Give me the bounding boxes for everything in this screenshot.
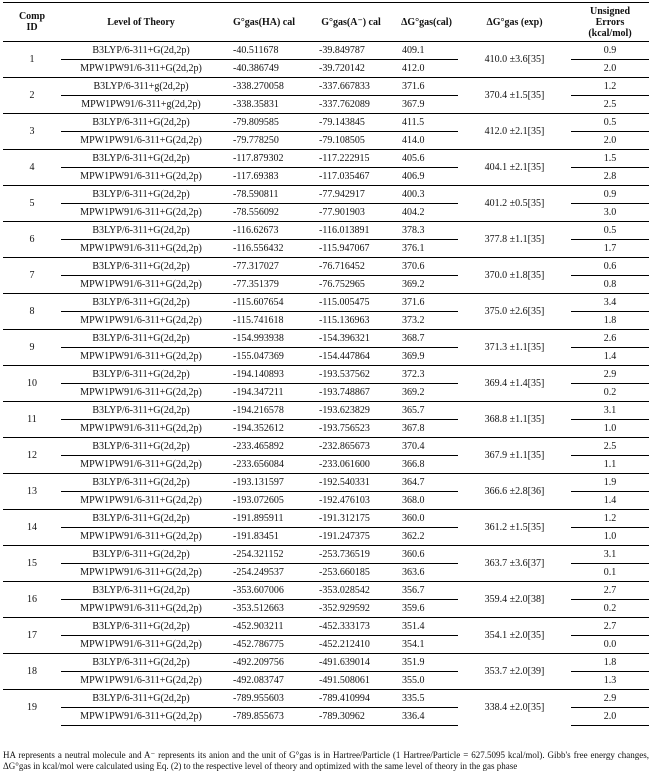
g-ha-cell: -194.347211 <box>221 384 307 402</box>
level-of-theory-cell: MPW1PW91/6-311+G(2d,2p) <box>61 348 221 366</box>
g-a-cell: -233.061600 <box>307 456 395 474</box>
delta-g-exp-cell: 363.7 ±3.6[37] <box>458 546 571 582</box>
delta-g-cal-cell: 371.6 <box>395 294 458 312</box>
level-of-theory-cell: B3LYP/6-311+G(2d,2p) <box>61 366 221 384</box>
delta-g-cal-cell: 351.9 <box>395 654 458 672</box>
level-of-theory-cell: B3LYP/6-311+G(2d,2p) <box>61 222 221 240</box>
level-of-theory-cell: MPW1PW91/6-311+G(2d,2p) <box>61 132 221 150</box>
table-row <box>3 582 649 600</box>
delta-g-exp-cell: 369.4 ±1.4[35] <box>458 366 571 402</box>
delta-g-exp-cell: 371.3 ±1.1[35] <box>458 330 571 366</box>
g-a-cell: -193.748867 <box>307 384 395 402</box>
level-of-theory-cell: B3LYP/6-311+G(2d,2p) <box>61 186 221 204</box>
delta-g-exp-cell: 354.1 ±2.0[35] <box>458 618 571 654</box>
unsigned-error-cell: 2.7 <box>571 582 649 600</box>
unsigned-error-cell: 2.9 <box>571 366 649 384</box>
compound-id-cell: 16 <box>3 582 61 618</box>
g-ha-cell: -193.131597 <box>221 474 307 492</box>
delta-g-cal-cell: 369.2 <box>395 384 458 402</box>
level-of-theory-cell: MPW1PW91/6-311+G(2d,2p) <box>61 564 221 582</box>
delta-g-cal-cell: 354.1 <box>395 636 458 654</box>
g-ha-cell: -353.607006 <box>221 582 307 600</box>
table-row <box>3 222 649 240</box>
level-of-theory-cell: MPW1PW91/6-311+G(2d,2p) <box>61 168 221 186</box>
unsigned-error-cell: 0.9 <box>571 186 649 204</box>
delta-g-cal-cell: 362.2 <box>395 528 458 546</box>
g-a-cell: -115.005475 <box>307 294 395 312</box>
g-ha-cell: -79.809585 <box>221 114 307 132</box>
delta-g-cal-cell: 369.9 <box>395 348 458 366</box>
delta-g-exp-cell: 368.8 ±1.1[35] <box>458 402 571 438</box>
header-g-ha: G°gas(HA) cal <box>221 3 307 42</box>
unsigned-error-cell: 2.6 <box>571 330 649 348</box>
compound-id-cell: 4 <box>3 150 61 186</box>
compound-id-cell: 10 <box>3 366 61 402</box>
g-ha-cell: -353.512663 <box>221 600 307 618</box>
g-a-cell: -191.247375 <box>307 528 395 546</box>
unsigned-error-cell: 1.2 <box>571 78 649 96</box>
g-a-cell: -79.143845 <box>307 114 395 132</box>
g-a-cell: -452.333173 <box>307 618 395 636</box>
unsigned-error-cell: 0.2 <box>571 384 649 402</box>
unsigned-error-cell: 1.9 <box>571 474 649 492</box>
delta-g-cal-cell: 370.6 <box>395 258 458 276</box>
g-ha-cell: -40.511678 <box>221 42 307 60</box>
delta-g-cal-cell: 376.1 <box>395 240 458 258</box>
g-ha-cell: -194.216578 <box>221 402 307 420</box>
unsigned-error-cell: 1.2 <box>571 510 649 528</box>
delta-g-cal-cell: 404.2 <box>395 204 458 222</box>
level-of-theory-cell: MPW1PW91/6-311+g(2d,2p) <box>61 96 221 114</box>
delta-g-exp-cell: 375.0 ±2.6[35] <box>458 294 571 330</box>
delta-g-exp-cell: 401.2 ±0.5[35] <box>458 186 571 222</box>
g-a-cell: -154.447864 <box>307 348 395 366</box>
compound-id-cell: 1 <box>3 42 61 78</box>
g-ha-cell: -193.072605 <box>221 492 307 510</box>
g-a-cell: -193.537562 <box>307 366 395 384</box>
g-a-cell: -115.136963 <box>307 312 395 330</box>
delta-g-exp-cell: 410.0 ±3.6[35] <box>458 42 571 78</box>
delta-g-cal-cell: 371.6 <box>395 78 458 96</box>
g-ha-cell: -77.351379 <box>221 276 307 294</box>
g-a-cell: -232.865673 <box>307 438 395 456</box>
level-of-theory-cell: MPW1PW91/6-311+G(2d,2p) <box>61 60 221 78</box>
delta-g-cal-cell: 359.6 <box>395 600 458 618</box>
delta-g-cal-cell: 360.6 <box>395 546 458 564</box>
header-delta-g-exp: ΔG°gas (exp) <box>458 3 571 42</box>
unsigned-error-cell: 0.5 <box>571 222 649 240</box>
level-of-theory-cell: MPW1PW91/6-311+G(2d,2p) <box>61 492 221 510</box>
unsigned-error-cell: 2.0 <box>571 708 649 726</box>
delta-g-cal-cell: 400.3 <box>395 186 458 204</box>
compound-id-cell: 14 <box>3 510 61 546</box>
level-of-theory-cell: B3LYP/6-311+g(2d,2p) <box>61 78 221 96</box>
header-g-a: G°gas(A⁻) cal <box>307 3 395 42</box>
g-a-cell: -191.312175 <box>307 510 395 528</box>
level-of-theory-cell: B3LYP/6-311+G(2d,2p) <box>61 330 221 348</box>
g-a-cell: -789.410994 <box>307 690 395 708</box>
unsigned-error-cell: 2.5 <box>571 438 649 456</box>
delta-g-exp-cell: 370.4 ±1.5[35] <box>458 78 571 114</box>
level-of-theory-cell: B3LYP/6-311+G(2d,2p) <box>61 546 221 564</box>
delta-g-cal-cell: 363.6 <box>395 564 458 582</box>
g-a-cell: -116.013891 <box>307 222 395 240</box>
g-a-cell: -253.736519 <box>307 546 395 564</box>
level-of-theory-cell: B3LYP/6-311+G(2d,2p) <box>61 294 221 312</box>
delta-g-cal-cell: 409.1 <box>395 42 458 60</box>
g-a-cell: -117.222915 <box>307 150 395 168</box>
unsigned-error-cell: 3.4 <box>571 294 649 312</box>
level-of-theory-cell: B3LYP/6-311+G(2d,2p) <box>61 258 221 276</box>
g-ha-cell: -79.778250 <box>221 132 307 150</box>
header-comp-id: Comp ID <box>3 3 61 42</box>
g-ha-cell: -115.741618 <box>221 312 307 330</box>
g-ha-cell: -77.317027 <box>221 258 307 276</box>
g-a-cell: -79.108505 <box>307 132 395 150</box>
compound-id-cell: 12 <box>3 438 61 474</box>
delta-g-exp-cell: 370.0 ±1.8[35] <box>458 258 571 294</box>
unsigned-error-cell: 0.9 <box>571 42 649 60</box>
unsigned-error-cell: 2.7 <box>571 618 649 636</box>
g-a-cell: -253.660185 <box>307 564 395 582</box>
level-of-theory-cell: MPW1PW91/6-311+G(2d,2p) <box>61 708 221 726</box>
compound-id-cell: 6 <box>3 222 61 258</box>
compound-id-cell: 15 <box>3 546 61 582</box>
compound-id-cell: 8 <box>3 294 61 330</box>
level-of-theory-cell: MPW1PW91/6-311+G(2d,2p) <box>61 600 221 618</box>
delta-g-cal-cell: 367.9 <box>395 96 458 114</box>
g-ha-cell: -338.35831 <box>221 96 307 114</box>
level-of-theory-cell: B3LYP/6-311+G(2d,2p) <box>61 150 221 168</box>
g-a-cell: -39.849787 <box>307 42 395 60</box>
g-a-cell: -337.762089 <box>307 96 395 114</box>
g-a-cell: -353.028542 <box>307 582 395 600</box>
g-a-cell: -192.476103 <box>307 492 395 510</box>
delta-g-cal-cell: 368.7 <box>395 330 458 348</box>
unsigned-error-cell: 2.0 <box>571 60 649 78</box>
table-header-row <box>3 3 649 42</box>
table-row <box>3 510 649 528</box>
delta-g-cal-cell: 360.0 <box>395 510 458 528</box>
unsigned-error-cell: 1.0 <box>571 528 649 546</box>
g-a-cell: -39.720142 <box>307 60 395 78</box>
unsigned-error-cell: 3.1 <box>571 546 649 564</box>
g-ha-cell: -452.903211 <box>221 618 307 636</box>
compound-id-cell: 13 <box>3 474 61 510</box>
delta-g-cal-cell: 378.3 <box>395 222 458 240</box>
level-of-theory-cell: B3LYP/6-311+G(2d,2p) <box>61 618 221 636</box>
level-of-theory-cell: MPW1PW91/6-311+G(2d,2p) <box>61 312 221 330</box>
compound-id-cell: 18 <box>3 654 61 690</box>
unsigned-error-cell: 1.4 <box>571 492 649 510</box>
level-of-theory-cell: B3LYP/6-311+G(2d,2p) <box>61 510 221 528</box>
unsigned-error-cell: 1.8 <box>571 654 649 672</box>
delta-g-exp-cell: 377.8 ±1.1[35] <box>458 222 571 258</box>
delta-g-cal-cell: 355.0 <box>395 672 458 690</box>
unsigned-error-cell: 0.6 <box>571 258 649 276</box>
g-a-cell: -352.929592 <box>307 600 395 618</box>
unsigned-error-cell: 2.8 <box>571 168 649 186</box>
table-footnote: HA represents a neutral molecule and A⁻ represents its anion and the unit of G°gas is in Hartree/Particle (1 Hartree/Particle = 627.5095 kcal/mol). Gibb's free energy changes, ΔG°gas in kcal/mol were calculated using Eq. (2) to the respective level of theory and optimized with the same level of theory in the gas phase <box>3 750 649 771</box>
compound-id-cell: 19 <box>3 690 61 726</box>
level-of-theory-cell: MPW1PW91/6-311+G(2d,2p) <box>61 456 221 474</box>
unsigned-error-cell: 0.2 <box>571 600 649 618</box>
compound-id-cell: 11 <box>3 402 61 438</box>
level-of-theory-cell: B3LYP/6-311+G(2d,2p) <box>61 690 221 708</box>
unsigned-error-cell: 1.8 <box>571 312 649 330</box>
level-of-theory-cell: MPW1PW91/6-311+G(2d,2p) <box>61 528 221 546</box>
table-row <box>3 150 649 168</box>
header-level-of-theory: Level of Theory <box>61 3 221 42</box>
g-ha-cell: -117.879302 <box>221 150 307 168</box>
delta-g-exp-cell: 404.1 ±2.1[35] <box>458 150 571 186</box>
level-of-theory-cell: B3LYP/6-311+G(2d,2p) <box>61 582 221 600</box>
delta-g-cal-cell: 335.5 <box>395 690 458 708</box>
unsigned-error-cell: 0.0 <box>571 636 649 654</box>
table-row <box>3 330 649 348</box>
g-ha-cell: -254.321152 <box>221 546 307 564</box>
g-ha-cell: -191.83451 <box>221 528 307 546</box>
unsigned-error-cell: 2.5 <box>571 96 649 114</box>
delta-g-cal-cell: 351.4 <box>395 618 458 636</box>
delta-g-exp-cell: 361.2 ±1.5[35] <box>458 510 571 546</box>
g-a-cell: -193.756523 <box>307 420 395 438</box>
compound-id-cell: 9 <box>3 330 61 366</box>
g-a-cell: -193.623829 <box>307 402 395 420</box>
unsigned-error-cell: 3.0 <box>571 204 649 222</box>
level-of-theory-cell: MPW1PW91/6-311+G(2d,2p) <box>61 276 221 294</box>
delta-g-cal-cell: 336.4 <box>395 708 458 726</box>
level-of-theory-cell: MPW1PW91/6-311+G(2d,2p) <box>61 240 221 258</box>
g-ha-cell: -155.047369 <box>221 348 307 366</box>
delta-g-exp-cell: 359.4 ±2.0[38] <box>458 582 571 618</box>
g-ha-cell: -115.607654 <box>221 294 307 312</box>
g-ha-cell: -191.895911 <box>221 510 307 528</box>
level-of-theory-cell: B3LYP/6-311+G(2d,2p) <box>61 114 221 132</box>
table-row <box>3 258 649 276</box>
compound-id-cell: 5 <box>3 186 61 222</box>
delta-g-exp-cell: 412.0 ±2.1[35] <box>458 114 571 150</box>
table-row <box>3 42 649 60</box>
delta-g-cal-cell: 365.7 <box>395 402 458 420</box>
g-ha-cell: -78.590811 <box>221 186 307 204</box>
g-ha-cell: -233.465892 <box>221 438 307 456</box>
delta-g-cal-cell: 406.9 <box>395 168 458 186</box>
g-a-cell: -115.947067 <box>307 240 395 258</box>
compound-id-cell: 2 <box>3 78 61 114</box>
level-of-theory-cell: B3LYP/6-311+G(2d,2p) <box>61 42 221 60</box>
delta-g-cal-cell: 411.5 <box>395 114 458 132</box>
unsigned-error-cell: 0.1 <box>571 564 649 582</box>
unsigned-error-cell: 3.1 <box>571 402 649 420</box>
g-a-cell: -77.901903 <box>307 204 395 222</box>
delta-g-cal-cell: 368.0 <box>395 492 458 510</box>
g-a-cell: -491.639014 <box>307 654 395 672</box>
g-a-cell: -76.752965 <box>307 276 395 294</box>
table-row <box>3 366 649 384</box>
table-row <box>3 186 649 204</box>
delta-g-cal-cell: 364.7 <box>395 474 458 492</box>
g-ha-cell: -492.209756 <box>221 654 307 672</box>
table-row <box>3 438 649 456</box>
g-a-cell: -789.30962 <box>307 708 395 726</box>
compound-id-cell: 17 <box>3 618 61 654</box>
compound-id-cell: 7 <box>3 258 61 294</box>
delta-g-cal-cell: 370.4 <box>395 438 458 456</box>
delta-g-exp-cell: 353.7 ±2.0[39] <box>458 654 571 690</box>
unsigned-error-cell: 1.3 <box>571 672 649 690</box>
table-row <box>3 474 649 492</box>
g-a-cell: -117.035467 <box>307 168 395 186</box>
level-of-theory-cell: B3LYP/6-311+G(2d,2p) <box>61 654 221 672</box>
table-row <box>3 618 649 636</box>
g-a-cell: -337.667833 <box>307 78 395 96</box>
g-ha-cell: -154.993938 <box>221 330 307 348</box>
table-body <box>3 42 649 726</box>
unsigned-error-cell: 1.5 <box>571 150 649 168</box>
level-of-theory-cell: B3LYP/6-311+G(2d,2p) <box>61 402 221 420</box>
g-ha-cell: -789.955603 <box>221 690 307 708</box>
g-a-cell: -77.942917 <box>307 186 395 204</box>
level-of-theory-cell: MPW1PW91/6-311+G(2d,2p) <box>61 420 221 438</box>
level-of-theory-cell: B3LYP/6-311+G(2d,2p) <box>61 438 221 456</box>
unsigned-error-cell: 0.5 <box>571 114 649 132</box>
g-ha-cell: -338.270058 <box>221 78 307 96</box>
g-ha-cell: -40.386749 <box>221 60 307 78</box>
g-ha-cell: -116.62673 <box>221 222 307 240</box>
level-of-theory-cell: MPW1PW91/6-311+G(2d,2p) <box>61 204 221 222</box>
delta-g-cal-cell: 356.7 <box>395 582 458 600</box>
unsigned-error-cell: 2.0 <box>571 132 649 150</box>
delta-g-exp-cell: 366.6 ±2.8[36] <box>458 474 571 510</box>
delta-g-exp-cell: 367.9 ±1.1[35] <box>458 438 571 474</box>
g-ha-cell: -254.249537 <box>221 564 307 582</box>
g-ha-cell: -233.656084 <box>221 456 307 474</box>
delta-g-cal-cell: 412.0 <box>395 60 458 78</box>
delta-g-exp-cell: 338.4 ±2.0[35] <box>458 690 571 726</box>
delta-g-cal-cell: 414.0 <box>395 132 458 150</box>
header-delta-g-cal: ΔG°gas(cal) <box>395 3 458 42</box>
table-row <box>3 654 649 672</box>
acidity-table <box>3 2 649 726</box>
level-of-theory-cell: MPW1PW91/6-311+G(2d,2p) <box>61 672 221 690</box>
table-row <box>3 402 649 420</box>
level-of-theory-cell: B3LYP/6-311+G(2d,2p) <box>61 474 221 492</box>
unsigned-error-cell: 1.4 <box>571 348 649 366</box>
g-ha-cell: -194.140893 <box>221 366 307 384</box>
delta-g-cal-cell: 366.8 <box>395 456 458 474</box>
table-row <box>3 114 649 132</box>
g-a-cell: -452.212410 <box>307 636 395 654</box>
g-a-cell: -154.396321 <box>307 330 395 348</box>
level-of-theory-cell: MPW1PW91/6-311+G(2d,2p) <box>61 636 221 654</box>
header-unsigned-errors: Unsigned Errors (kcal/mol) <box>571 3 649 42</box>
g-a-cell: -491.508061 <box>307 672 395 690</box>
level-of-theory-cell: MPW1PW91/6-311+G(2d,2p) <box>61 384 221 402</box>
g-ha-cell: -116.556432 <box>221 240 307 258</box>
unsigned-error-cell: 1.7 <box>571 240 649 258</box>
compound-id-cell: 3 <box>3 114 61 150</box>
g-ha-cell: -78.556092 <box>221 204 307 222</box>
g-ha-cell: -492.083747 <box>221 672 307 690</box>
delta-g-cal-cell: 405.6 <box>395 150 458 168</box>
table-row <box>3 690 649 708</box>
g-ha-cell: -117.69383 <box>221 168 307 186</box>
unsigned-error-cell: 0.8 <box>571 276 649 294</box>
delta-g-cal-cell: 373.2 <box>395 312 458 330</box>
g-a-cell: -76.716452 <box>307 258 395 276</box>
g-ha-cell: -789.855673 <box>221 708 307 726</box>
delta-g-cal-cell: 372.3 <box>395 366 458 384</box>
table-row <box>3 294 649 312</box>
g-ha-cell: -452.786775 <box>221 636 307 654</box>
delta-g-cal-cell: 369.2 <box>395 276 458 294</box>
unsigned-error-cell: 1.1 <box>571 456 649 474</box>
g-a-cell: -192.540331 <box>307 474 395 492</box>
unsigned-error-cell: 1.0 <box>571 420 649 438</box>
unsigned-error-cell: 2.9 <box>571 690 649 708</box>
delta-g-cal-cell: 367.8 <box>395 420 458 438</box>
table-row <box>3 546 649 564</box>
table-row <box>3 78 649 96</box>
g-ha-cell: -194.352612 <box>221 420 307 438</box>
